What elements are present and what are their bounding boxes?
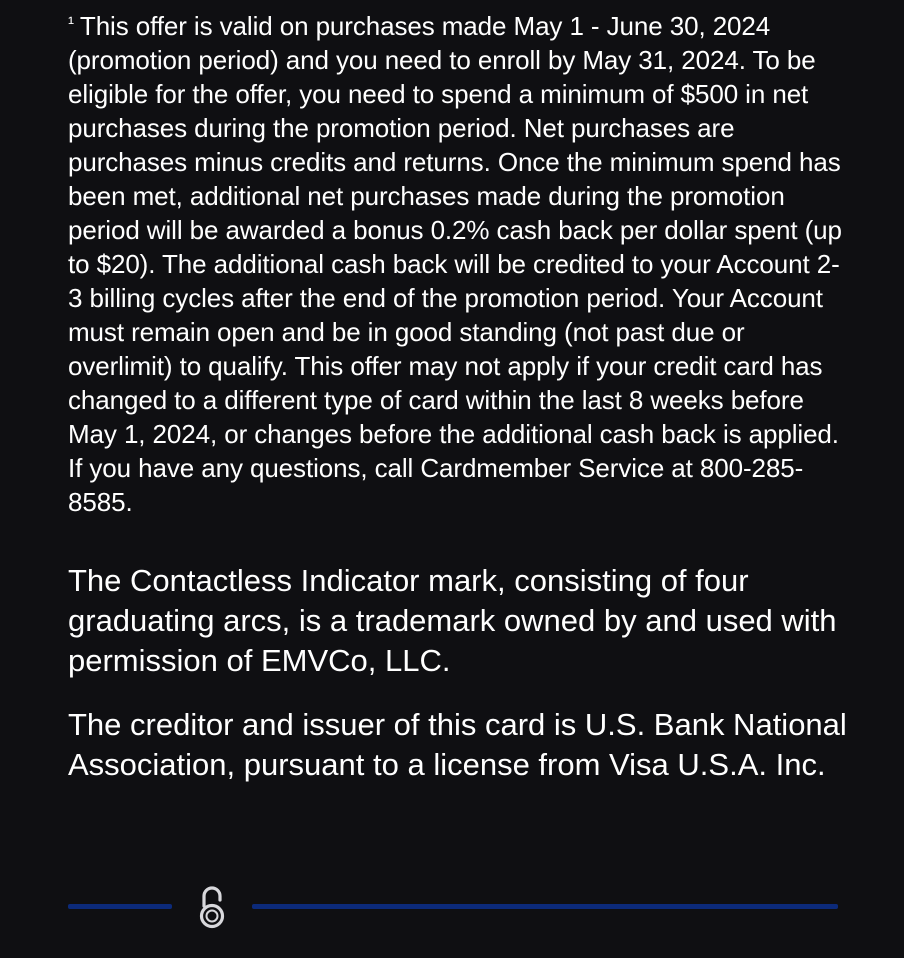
padlock-icon — [196, 884, 228, 930]
contactless-trademark-notice: The Contactless Indicator mark, consisting of four graduating arcs, is a trademark owned by and used with permission of EMVCo, LLC. — [68, 563, 837, 678]
offer-disclaimer-text: This offer is valid on purchases made May 1 - June 30, 2024 (promotion period) and you need to enroll by May 31, 2024. To be eligible for the offer, you need to spend a minimum of $500 in net purchases during the promotion period. Net purchases are purchases minus credits and returns. Once the minimum spend has been met, additional net purchases made during the promotion period will be awarded a bonus 0.2% cash back per dollar spent (up to $20). The additional cash back will be credited to your Account 2-3 billing cycles after the end of the promotion period. Your Account must remain open and be in good standing (not past due or overlimit) to qualify. This offer may not apply if your credit card has changed to a different type of card within the last 8 weeks before May 1, 2024, or changes before the additional cash back is applied. If you have any questions, call Cardmember Service at 800-285-8585. — [68, 11, 842, 517]
divider-line-right — [252, 904, 838, 909]
offer-disclaimer — [68, 6, 848, 519]
footer-divider — [68, 884, 838, 930]
footnote-marker: ¹ — [68, 13, 74, 33]
divider-line-left — [68, 904, 172, 909]
card-issuer-notice: The creditor and issuer of this card is U.S. Bank National Association, pursuant to a license from Visa U.S.A. Inc. — [68, 707, 847, 782]
disclosure-content — [68, 6, 848, 785]
